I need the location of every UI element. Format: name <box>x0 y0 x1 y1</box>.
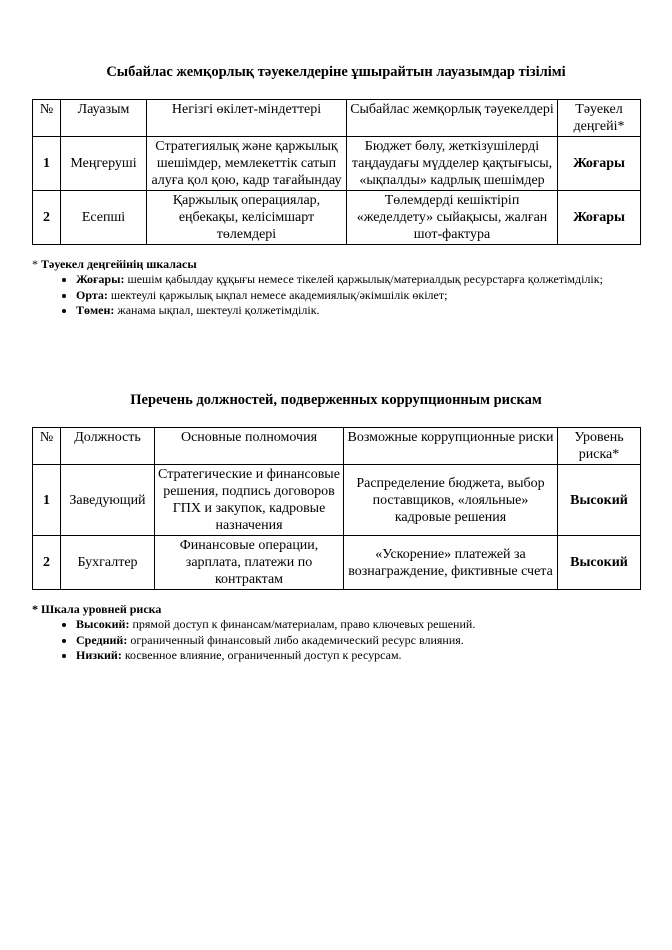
scale-text: косвенное влияние, ограниченный доступ к ресурсам. <box>124 648 402 662</box>
row-position: Есепші <box>61 191 147 245</box>
row-number: 1 <box>33 137 61 191</box>
scale-text: прямой доступ к финансам/материалам, право ключевых решений. <box>132 617 476 631</box>
scale-term: Жоғары: <box>76 272 125 286</box>
list-item <box>76 633 640 649</box>
row-risk-level: Жоғары <box>558 137 641 191</box>
kz-title: Сыбайлас жемқорлық тәуекелдеріне ұшырайтын лауазымдар тізілімі <box>106 64 566 80</box>
scale-text: шешім қабылдау құқығы немесе тікелей қаржылық/материалдық ресурстарға қолжетімділік; <box>127 272 603 286</box>
row-duties: Қаржылық операциялар, еңбекақы, келісімшарт төлемдері <box>147 191 347 245</box>
row-number: 2 <box>33 191 61 245</box>
row-position: Заведующий <box>61 465 155 536</box>
ru-header-num: № <box>33 428 61 465</box>
table-row <box>33 191 641 245</box>
kz-scale-heading: Тәуекел деңгейінің шкаласы <box>41 257 197 271</box>
footnote-star: * <box>32 602 41 616</box>
ru-section <box>32 391 640 664</box>
list-item <box>76 617 640 633</box>
row-risk-level: Высокий <box>558 536 641 590</box>
list-item <box>76 303 640 319</box>
ru-table-header-row <box>33 428 641 465</box>
scale-term: Низкий: <box>76 648 122 662</box>
ru-scale-heading: Шкала уровней риска <box>41 602 162 616</box>
row-duties: Стратегические и финансовые решения, подпись договоров ГПХ и закупок, кадровые назначения <box>155 465 344 536</box>
scale-text: ограниченный финансовый либо академический ресурс влияния. <box>130 632 464 647</box>
ru-header-risks: Возможные коррупционные риски <box>344 428 558 465</box>
row-position: Меңгеруші <box>61 137 147 191</box>
ru-risk-table <box>32 427 641 590</box>
list-item <box>76 272 640 288</box>
row-risks: Бюджет бөлу, жеткізушілерді таңдаудағы мүдделер қақтығысы, «ықпалды» кадрлық шешімдер <box>347 137 558 191</box>
row-risks: «Ускорение» платежей за вознаграждение, фиктивные счета <box>344 536 558 590</box>
scale-term: Орта: <box>76 287 108 302</box>
kz-risk-table <box>32 99 641 245</box>
scale-text: шектеулі қаржылық ықпал немесе академиялық/әкімшілік өкілет; <box>110 287 448 302</box>
table-row <box>33 536 641 590</box>
list-item <box>76 288 640 304</box>
ru-header-position: Должность <box>61 428 155 465</box>
ru-header-level: Уровень риска* <box>558 428 641 465</box>
kz-header-position: Лауазым <box>61 100 147 137</box>
ru-scale-title <box>32 602 640 617</box>
row-duties: Финансовые операции, зарплата, платежи по контрактам <box>155 536 344 590</box>
table-row <box>33 137 641 191</box>
scale-term: Средний: <box>76 632 128 647</box>
row-risk-level: Жоғары <box>558 191 641 245</box>
row-risks: Төлемдерді кешіктіріп «жеделдету» сыйақысы, жалған шот-фактура <box>347 191 558 245</box>
kz-header-risks: Сыбайлас жемқорлық тәуекелдері <box>347 100 558 137</box>
kz-risk-scale <box>32 257 640 319</box>
row-position: Бухгалтер <box>61 536 155 590</box>
scale-text: жанама ықпал, шектеулі қолжетімділік. <box>117 303 320 317</box>
kz-header-level: Тәуекел деңгейі* <box>558 100 641 137</box>
row-risk-level: Высокий <box>558 465 641 536</box>
kz-header-num: № <box>33 100 61 137</box>
kz-header-duties: Негізгі өкілет-міндеттері <box>147 100 347 137</box>
kz-scale-title <box>32 257 640 272</box>
table-row <box>33 465 641 536</box>
ru-header-duties: Основные полномочия <box>155 428 344 465</box>
footnote-star: * <box>32 257 41 271</box>
row-number: 1 <box>33 465 61 536</box>
row-risks: Распределение бюджета, выбор поставщиков, «лояльные» кадровые решения <box>344 465 558 536</box>
kz-scale-list <box>32 272 640 319</box>
ru-risk-scale <box>32 602 640 664</box>
scale-term: Высокий: <box>76 617 130 631</box>
scale-term: Төмен: <box>76 303 115 317</box>
list-item <box>76 648 640 664</box>
kz-section <box>32 63 640 319</box>
row-duties: Стратегиялық және қаржылық шешімдер, мемлекеттік сатып алуға қол қою, кадр тағайындау <box>147 137 347 191</box>
ru-scale-list <box>32 617 640 664</box>
kz-table-header-row <box>33 100 641 137</box>
row-number: 2 <box>33 536 61 590</box>
ru-title: Перечень должностей, подверженных коррупционным рискам <box>130 392 542 408</box>
